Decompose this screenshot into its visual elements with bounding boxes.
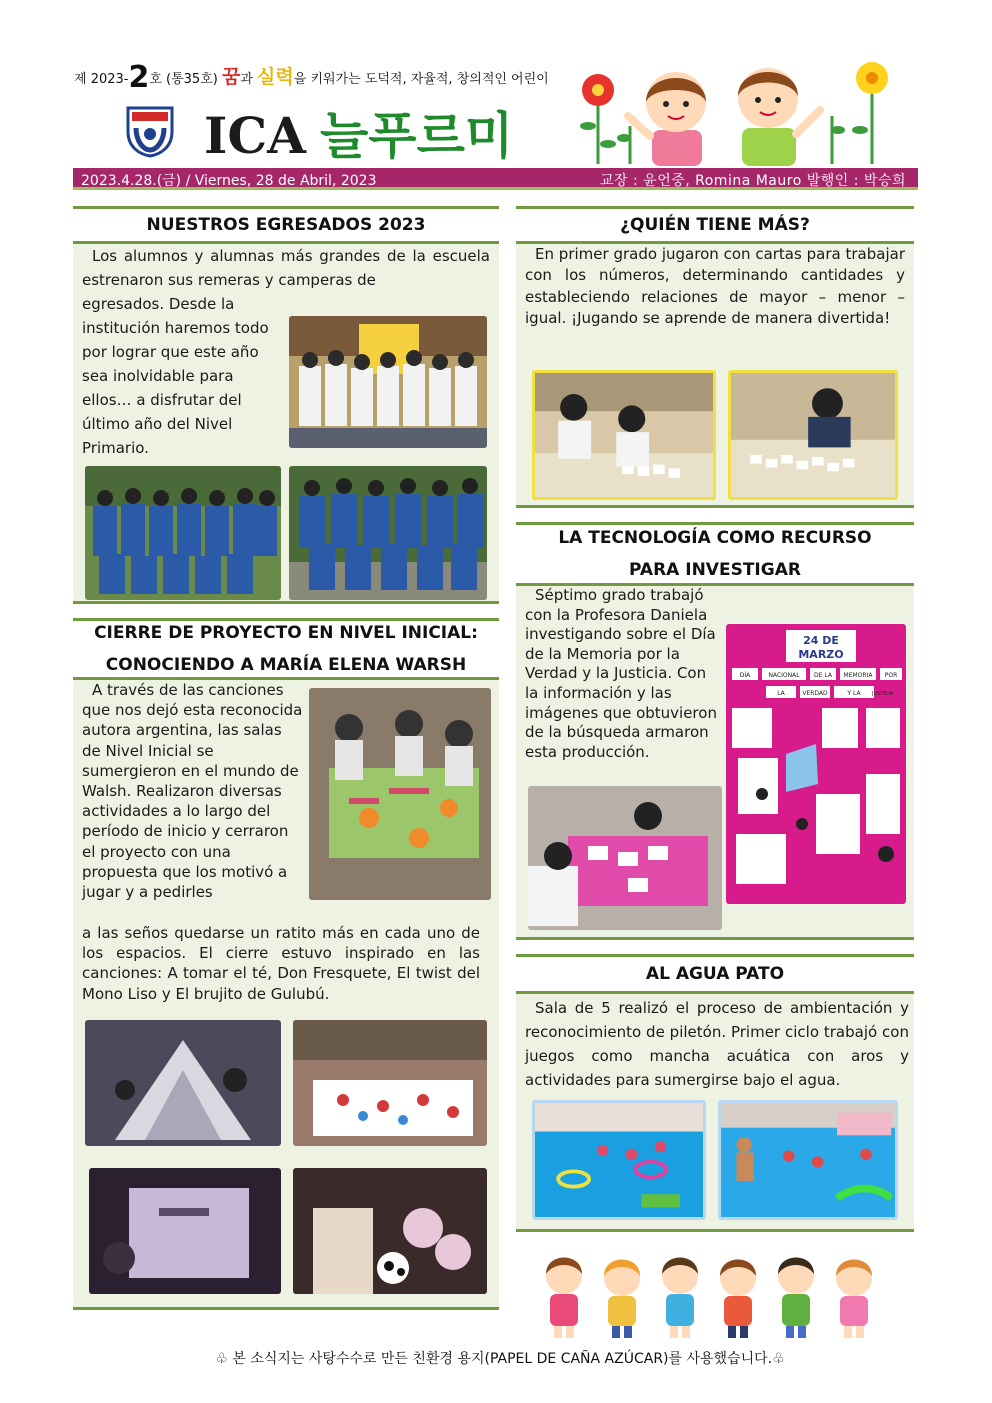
quien-text: En primer grado jugaron con cartas para trabajar con los números, determinando cantidades y estableciendo relaciones de mayor – menor – igual. ¡Jugando se aprende de manera divertida! [525, 245, 905, 328]
poster-word-9: JUSTICIA [872, 691, 894, 697]
quien-photo-boys-cards [532, 370, 716, 500]
poster-word-4: MEMORIA [843, 672, 873, 679]
yellow-flower-icon [852, 62, 888, 164]
section-body [73, 680, 499, 1310]
section-title-text: NUESTROS EGRESADOS 2023 [146, 215, 426, 235]
inicial-photo-tea-party [293, 1020, 487, 1146]
tecnologia-text: Séptimo grado trabajó con la Profesora Daniela investigando sobre el Día de la Memoria por la Verdad y la Justicia. Con la información y las imágenes que obtuvieron de la búsqueda armaron esta producción. [525, 586, 717, 761]
inicial-text-full: a las seños quedarse un ratito más en cada uno de los espacios. El cierre estuvo inspirado en las canciones: A tomar el té, Don Fresquete, El twist del Mono Liso y El brujito de Gulubú. [82, 924, 480, 1003]
egresados-photo-front [289, 316, 487, 448]
section-title-line2: CONOCIENDO A MARÍA ELENA WARSH [105, 655, 467, 675]
section-title [73, 206, 499, 244]
poster-word-7: VERDAD [802, 690, 828, 697]
child-icon [604, 1260, 640, 1339]
title-korean: 늘푸르미 [319, 106, 514, 165]
girl-character-icon [628, 72, 706, 166]
red-flower-icon [580, 74, 616, 164]
child-icon [720, 1260, 756, 1339]
motto-ability: 실력 [257, 66, 294, 88]
section-inicial [73, 618, 499, 1310]
poster-word-2: NACIONAL [768, 672, 800, 679]
inicial-photo-tent [85, 1020, 281, 1146]
section-body [516, 586, 914, 940]
section-title-line2: PARA INVESTIGAR [629, 560, 801, 580]
motto-and: 과 [240, 72, 253, 87]
child-icon [836, 1260, 872, 1339]
kids-row-illustration [538, 1250, 890, 1340]
motto-dream: 꿈 [221, 66, 241, 88]
inicial-photo-plush-toys [293, 1168, 487, 1294]
inicial-photo-crafts [309, 688, 491, 900]
section-title-text: AL AGUA PATO [645, 964, 785, 984]
poster-word-3: DE LA [814, 672, 832, 679]
issue-date: 2023.4.28.(금) / Viernes, 28 de Abril, 2023 [81, 173, 377, 189]
agua-photo-pool-rings [532, 1100, 706, 1220]
section-tecnologia [516, 522, 914, 940]
section-quien [516, 206, 914, 508]
kids-flowers-illustration [570, 56, 900, 168]
egresados-text-side: egresados. Desde la institución haremos todo por lograr que este año sea inolvidable para ellos… a disfrutar del último año del Nivel Primario. [82, 295, 269, 457]
issue-line [74, 62, 634, 94]
footer-note: ♧ 본 소식지는 사탕수수로 만든 친환경 용지(PAPEL DE CAÑA AZÚCAR)를 사용했습니다.♧ [215, 1351, 785, 1367]
title-latin: ICA [204, 106, 306, 165]
date-bar [73, 168, 918, 190]
masthead-title [204, 96, 564, 165]
staff-line: 교장 : 윤언중, Romina Mauro 발행인 : 박승희 [600, 173, 906, 189]
egresados-photo-back [289, 466, 487, 600]
egresados-photo-group [85, 466, 281, 600]
section-title-line1: LA TECNOLOGÍA COMO RECURSO [558, 528, 872, 548]
section-title [516, 522, 914, 586]
poster-title-1: 24 DE [803, 634, 839, 647]
issue-prefix: 제 2023- [74, 72, 129, 87]
section-body [73, 244, 499, 604]
section-title-text: ¿QUIÉN TIENE MÁS? [620, 215, 810, 235]
egresados-text-top: Los alumnos y alumnas más grandes de la escuela estrenaron sus remeras y camperas de [82, 247, 490, 289]
section-egresados [73, 206, 499, 604]
tecnologia-poster [726, 624, 906, 904]
motto-rest: 을 키워가는 도덕적, 자율적, 창의적인 어린이 [293, 72, 549, 87]
section-agua [516, 954, 914, 1232]
poster-word-1: DÍA [739, 672, 751, 679]
quien-photo-girl-cards [728, 370, 898, 500]
school-logo [122, 102, 178, 158]
agua-photo-pool-kids [718, 1100, 898, 1220]
section-title [73, 618, 499, 680]
poster-word-8: Y LA [847, 690, 861, 697]
section-body [516, 244, 914, 508]
section-title [516, 206, 914, 244]
poster-word-5: POR [884, 672, 898, 679]
child-icon [662, 1258, 698, 1339]
inicial-text-side: A través de las canciones que nos dejó esta reconocida autora argentina, las salas de Nivel Inicial se sumergieron en el mundo de Walsh. Realizaron diversas actividades a lo largo del período de inicio y cerraron el proyecto con una propuesta que los motivó a jugar y a pedirles [82, 681, 303, 902]
child-icon [778, 1258, 814, 1339]
section-title-line1: CIERRE DE PROYECTO EN NIVEL INICIAL: [94, 623, 478, 643]
section-body [516, 994, 914, 1232]
poster-word-6: LA [777, 690, 785, 697]
poster-title-2: MARZO [798, 648, 844, 661]
inicial-photo-light-table [89, 1168, 281, 1294]
agua-text: Sala de 5 realizó el proceso de ambientación y reconocimiento de piletón. Primer ciclo trabajó con juegos como mancha acuática con aros y actividades para sumergirse bajo el agua. [525, 999, 909, 1089]
issue-suffix: 호 (통35호) [149, 72, 218, 87]
issue-number: 2 [128, 60, 150, 95]
boy-character-icon [738, 68, 820, 166]
child-icon [546, 1258, 582, 1339]
section-title [516, 954, 914, 994]
tecnologia-photo-students [528, 786, 722, 930]
